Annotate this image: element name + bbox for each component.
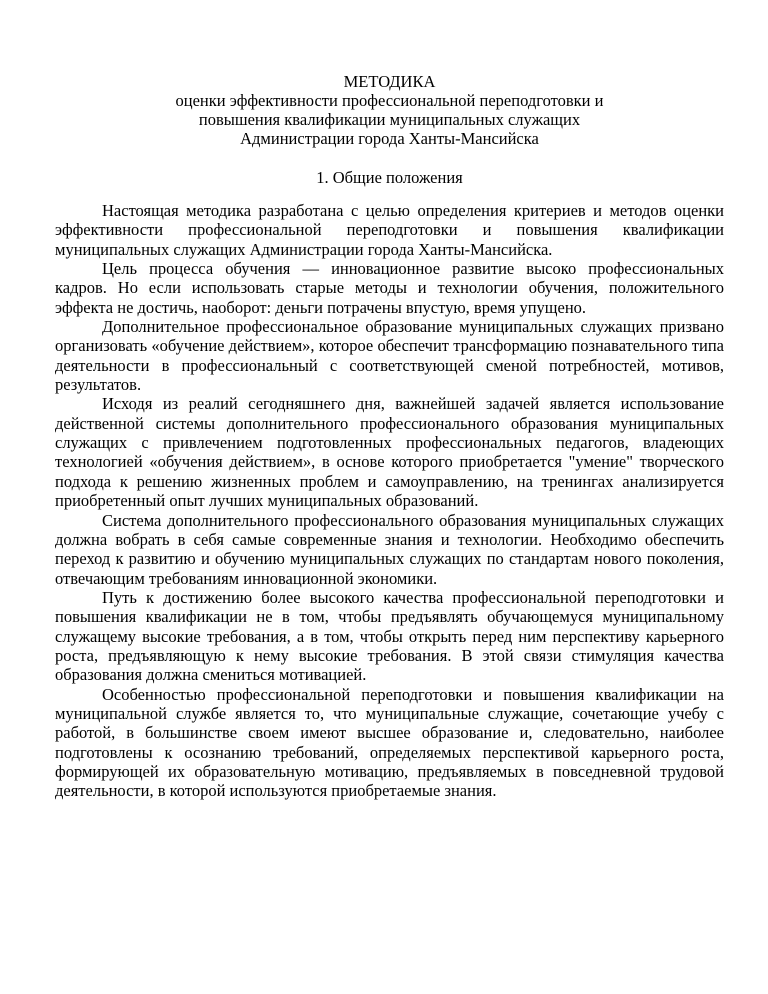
document-subtitle-line-3: Администрации города Ханты-Мансийска: [240, 129, 539, 148]
document-body: [55, 201, 724, 801]
document-title: МЕТОДИКА: [343, 72, 436, 91]
document-title-block: [55, 72, 724, 148]
document-subtitle-line-2: повышения квалификации муниципальных служащих: [198, 110, 581, 129]
paragraph: Цель процесса обучения — инновационное развитие высоко профессиональных кадров. Но если использовать старые методы и технологии обучения, положительного эффекта не достичь, наоборот: деньги потрачены впустую, время упущено.: [55, 259, 724, 317]
section-heading: 1. Общие положения: [316, 168, 463, 187]
paragraph: Особенностью профессиональной переподготовки и повышения квалификации на муниципальной службе является то, что муниципальные служащие, сочетающие учебу с работой, в большинстве своем имеют высшее образование и, следовательно, наиболее подготовлены к осознанию требований, определяемых перспективой карьерного роста, формирующей их образовательную мотивацию, предъявляемых в повседневной трудовой деятельности, в которой используются приобретаемые знания.: [55, 684, 724, 801]
paragraph: Исходя из реалий сегодняшнего дня, важнейшей задачей является использование действенной системы дополнительного профессионального образования муниципальных служащих с привлечением подготовленных профессиональных педагогов, владеющих технологией «обучения действием», в основе которого приобретается "умение" творческого подхода к решению жизненных проблем и самоуправлению, на тренингах анализируется приобретенный опыт лучших муниципальных образований.: [55, 394, 724, 511]
paragraph: Дополнительное профессиональное образование муниципальных служащих призвано организовать «обучение действием», которое обеспечит трансформацию познавательного типа деятельности в профессиональный с соответствующей сменой потребностей, мотивов, результатов.: [55, 317, 724, 395]
document-subtitle-line-1: оценки эффективности профессиональной переподготовки и: [175, 91, 604, 110]
paragraph: Система дополнительного профессионального образования муниципальных служащих должна вобрать в себя самые современные знания и технологии. Необходимо обеспечить переход к развитию и обучению муниципальных служащих по стандартам нового поколения, отвечающим требованиям инновационной экономики.: [55, 510, 724, 588]
paragraph: Настоящая методика разработана с целью определения критериев и методов оценки эффективности профессиональной переподготовки и повышения квалификации муниципальных служащих Администрации города Ханты-Мансийска.: [55, 201, 724, 259]
paragraph: Путь к достижению более высокого качества профессиональной переподготовки и повышения квалификации не в том, чтобы предъявлять обучающемуся муниципальному служащему высокие требования, а в том, чтобы открыть перед ним перспективу карьерного роста, предъявляющую к нему высокие требования. В этой связи стимуляция качества образования должна смениться мотивацией.: [55, 587, 724, 685]
